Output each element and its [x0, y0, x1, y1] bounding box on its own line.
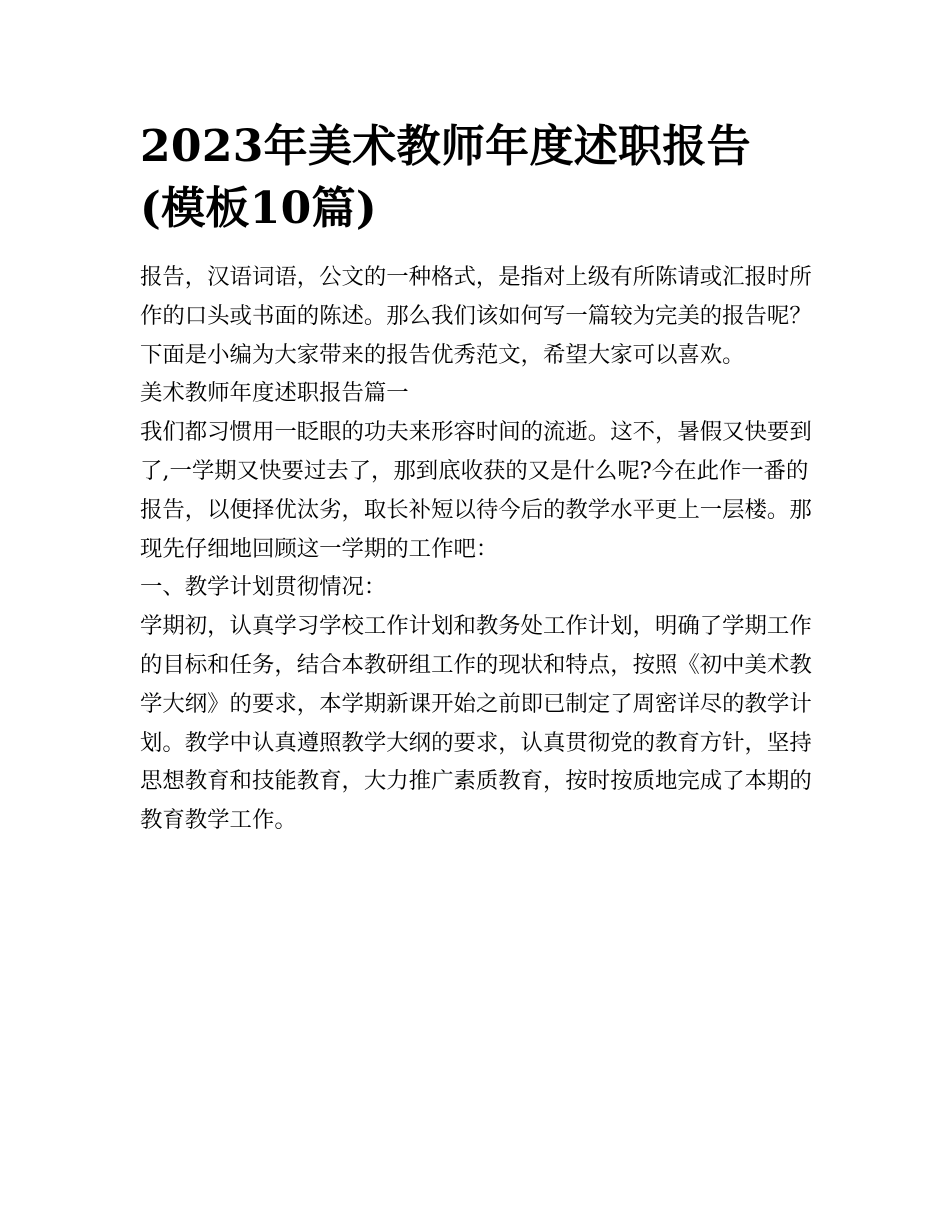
document-title: 2023年美术教师年度述职报告(模板10篇)	[140, 121, 751, 234]
body-paragraph: 我们都习惯用一眨眼的功夫来形容时间的流逝。这不，暑假又快要到了,一学期又快要过去了，那到底收获的又是什么呢?今在此作一番的报告，以便择优汰劣，取长补短以待今后的教学水平更上一层楼。那现先仔细地回顾这一学期的工作吧：	[140, 419, 812, 562]
section-heading: 美术教师年度述职报告篇一	[140, 380, 409, 407]
body-paragraph: 学期初，认真学习学校工作计划和教务处工作计划，明确了学期工作的目标和任务，结合本教研组工作的现状和特点，按照《初中美术教学大纲》的要求，本学期新课开始之前即已制定了周密详尽的教学计划。教学中认真遵照教学大纲的要求，认真贯彻党的教育方针，坚持思想教育和技能教育，大力推广素质教育，按时按质地完成了本期的教育教学工作。	[140, 613, 812, 834]
intro-paragraph: 报告，汉语词语，公文的一种格式，是指对上级有所陈请或汇报时所作的口头或书面的陈述。那么我们该如何写一篇较为完美的报告呢？下面是小编为大家带来的报告优秀范文，希望大家可以喜欢。	[140, 264, 812, 368]
document-body	[140, 116, 812, 840]
subsection-heading: 一、教学计划贯彻情况：	[140, 574, 387, 601]
